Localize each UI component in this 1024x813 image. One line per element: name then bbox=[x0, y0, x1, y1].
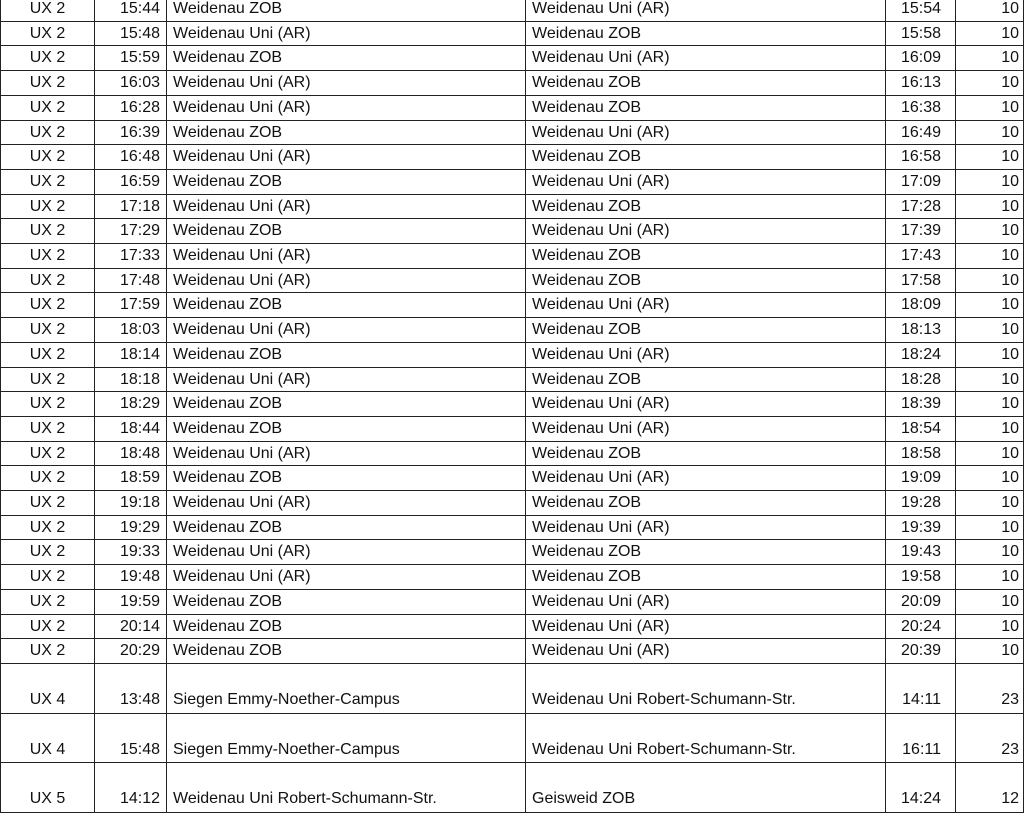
duration-minutes-cell: 10 bbox=[956, 342, 1024, 367]
line-cell: UX 2 bbox=[1, 21, 95, 46]
line-cell: UX 5 bbox=[1, 763, 95, 813]
line-cell: UX 2 bbox=[1, 565, 95, 590]
origin-stop-cell: Weidenau ZOB bbox=[167, 46, 526, 71]
line-cell: UX 2 bbox=[1, 120, 95, 145]
line-cell: UX 2 bbox=[1, 268, 95, 293]
duration-minutes-cell: 10 bbox=[956, 0, 1024, 21]
destination-stop-cell: Weidenau Uni (AR) bbox=[526, 0, 886, 21]
duration-minutes-cell: 10 bbox=[956, 120, 1024, 145]
departure-time-cell: 13:48 bbox=[95, 663, 167, 713]
departure-time-cell: 16:48 bbox=[95, 145, 167, 170]
origin-stop-cell: Weidenau Uni (AR) bbox=[167, 244, 526, 269]
destination-stop-cell: Weidenau Uni (AR) bbox=[526, 589, 886, 614]
destination-stop-cell: Weidenau ZOB bbox=[526, 194, 886, 219]
arrival-time-cell: 14:11 bbox=[886, 663, 956, 713]
destination-stop-cell: Weidenau Uni (AR) bbox=[526, 614, 886, 639]
departure-time-cell: 15:59 bbox=[95, 46, 167, 71]
line-cell: UX 2 bbox=[1, 589, 95, 614]
line-cell: UX 2 bbox=[1, 71, 95, 96]
table-row bbox=[1, 663, 1024, 713]
table-row bbox=[1, 318, 1024, 343]
departure-time-cell: 20:29 bbox=[95, 639, 167, 664]
arrival-time-cell: 17:28 bbox=[886, 194, 956, 219]
arrival-time-cell: 20:24 bbox=[886, 614, 956, 639]
departure-time-cell: 15:48 bbox=[95, 21, 167, 46]
table-row bbox=[1, 515, 1024, 540]
destination-stop-cell: Weidenau Uni (AR) bbox=[526, 416, 886, 441]
table-row bbox=[1, 46, 1024, 71]
arrival-time-cell: 17:09 bbox=[886, 169, 956, 194]
duration-minutes-cell: 10 bbox=[956, 71, 1024, 96]
arrival-time-cell: 16:11 bbox=[886, 713, 956, 763]
table-row bbox=[1, 145, 1024, 170]
origin-stop-cell: Weidenau Uni (AR) bbox=[167, 367, 526, 392]
destination-stop-cell: Weidenau Uni (AR) bbox=[526, 219, 886, 244]
table-row bbox=[1, 120, 1024, 145]
arrival-time-cell: 19:39 bbox=[886, 515, 956, 540]
destination-stop-cell: Geisweid ZOB bbox=[526, 763, 886, 813]
departure-time-cell: 17:18 bbox=[95, 194, 167, 219]
origin-stop-cell: Weidenau ZOB bbox=[167, 120, 526, 145]
table-row bbox=[1, 194, 1024, 219]
line-cell: UX 2 bbox=[1, 244, 95, 269]
destination-stop-cell: Weidenau ZOB bbox=[526, 540, 886, 565]
duration-minutes-cell: 10 bbox=[956, 614, 1024, 639]
destination-stop-cell: Weidenau Uni (AR) bbox=[526, 639, 886, 664]
arrival-time-cell: 19:28 bbox=[886, 491, 956, 516]
departure-time-cell: 15:48 bbox=[95, 713, 167, 763]
arrival-time-cell: 20:39 bbox=[886, 639, 956, 664]
duration-minutes-cell: 10 bbox=[956, 491, 1024, 516]
duration-minutes-cell: 10 bbox=[956, 318, 1024, 343]
destination-stop-cell: Weidenau Uni Robert-Schumann-Str. bbox=[526, 663, 886, 713]
table-row bbox=[1, 0, 1024, 21]
table-row bbox=[1, 95, 1024, 120]
arrival-time-cell: 16:13 bbox=[886, 71, 956, 96]
table-row bbox=[1, 713, 1024, 763]
departure-time-cell: 16:39 bbox=[95, 120, 167, 145]
table-row bbox=[1, 441, 1024, 466]
arrival-time-cell: 18:28 bbox=[886, 367, 956, 392]
duration-minutes-cell: 10 bbox=[956, 219, 1024, 244]
arrival-time-cell: 19:09 bbox=[886, 466, 956, 491]
table-row bbox=[1, 392, 1024, 417]
destination-stop-cell: Weidenau ZOB bbox=[526, 565, 886, 590]
duration-minutes-cell: 10 bbox=[956, 416, 1024, 441]
origin-stop-cell: Weidenau ZOB bbox=[167, 589, 526, 614]
line-cell: UX 2 bbox=[1, 46, 95, 71]
line-cell: UX 2 bbox=[1, 441, 95, 466]
destination-stop-cell: Weidenau Uni (AR) bbox=[526, 169, 886, 194]
origin-stop-cell: Weidenau ZOB bbox=[167, 515, 526, 540]
destination-stop-cell: Weidenau ZOB bbox=[526, 71, 886, 96]
duration-minutes-cell: 10 bbox=[956, 540, 1024, 565]
table-row bbox=[1, 71, 1024, 96]
duration-minutes-cell: 10 bbox=[956, 169, 1024, 194]
destination-stop-cell: Weidenau ZOB bbox=[526, 367, 886, 392]
origin-stop-cell: Weidenau Uni (AR) bbox=[167, 194, 526, 219]
origin-stop-cell: Siegen Emmy-Noether-Campus bbox=[167, 663, 526, 713]
arrival-time-cell: 15:54 bbox=[886, 0, 956, 21]
departure-time-cell: 17:48 bbox=[95, 268, 167, 293]
table-row bbox=[1, 639, 1024, 664]
duration-minutes-cell: 10 bbox=[956, 46, 1024, 71]
table-row bbox=[1, 565, 1024, 590]
destination-stop-cell: Weidenau Uni Robert-Schumann-Str. bbox=[526, 713, 886, 763]
departure-time-cell: 19:29 bbox=[95, 515, 167, 540]
line-cell: UX 4 bbox=[1, 713, 95, 763]
duration-minutes-cell: 10 bbox=[956, 466, 1024, 491]
duration-minutes-cell: 10 bbox=[956, 145, 1024, 170]
arrival-time-cell: 17:58 bbox=[886, 268, 956, 293]
departure-time-cell: 16:03 bbox=[95, 71, 167, 96]
departure-time-cell: 15:44 bbox=[95, 0, 167, 21]
line-cell: UX 2 bbox=[1, 392, 95, 417]
table-row bbox=[1, 342, 1024, 367]
destination-stop-cell: Weidenau ZOB bbox=[526, 491, 886, 516]
destination-stop-cell: Weidenau ZOB bbox=[526, 441, 886, 466]
duration-minutes-cell: 10 bbox=[956, 639, 1024, 664]
origin-stop-cell: Weidenau Uni (AR) bbox=[167, 565, 526, 590]
duration-minutes-cell: 10 bbox=[956, 392, 1024, 417]
destination-stop-cell: Weidenau Uni (AR) bbox=[526, 466, 886, 491]
line-cell: UX 2 bbox=[1, 219, 95, 244]
table-row bbox=[1, 244, 1024, 269]
departure-time-cell: 18:18 bbox=[95, 367, 167, 392]
origin-stop-cell: Weidenau Uni (AR) bbox=[167, 318, 526, 343]
destination-stop-cell: Weidenau Uni (AR) bbox=[526, 342, 886, 367]
timetable-body bbox=[1, 0, 1024, 812]
duration-minutes-cell: 10 bbox=[956, 293, 1024, 318]
table-row bbox=[1, 367, 1024, 392]
duration-minutes-cell: 23 bbox=[956, 713, 1024, 763]
table-row bbox=[1, 416, 1024, 441]
departure-time-cell: 18:03 bbox=[95, 318, 167, 343]
departure-time-cell: 17:59 bbox=[95, 293, 167, 318]
line-cell: UX 2 bbox=[1, 95, 95, 120]
departure-time-cell: 18:29 bbox=[95, 392, 167, 417]
table-row bbox=[1, 589, 1024, 614]
line-cell: UX 2 bbox=[1, 540, 95, 565]
arrival-time-cell: 18:39 bbox=[886, 392, 956, 417]
table-row bbox=[1, 491, 1024, 516]
duration-minutes-cell: 10 bbox=[956, 21, 1024, 46]
arrival-time-cell: 20:09 bbox=[886, 589, 956, 614]
line-cell: UX 2 bbox=[1, 0, 95, 21]
origin-stop-cell: Siegen Emmy-Noether-Campus bbox=[167, 713, 526, 763]
origin-stop-cell: Weidenau ZOB bbox=[167, 392, 526, 417]
departure-time-cell: 18:59 bbox=[95, 466, 167, 491]
duration-minutes-cell: 10 bbox=[956, 268, 1024, 293]
origin-stop-cell: Weidenau Uni Robert-Schumann-Str. bbox=[167, 763, 526, 813]
origin-stop-cell: Weidenau ZOB bbox=[167, 342, 526, 367]
origin-stop-cell: Weidenau ZOB bbox=[167, 416, 526, 441]
duration-minutes-cell: 10 bbox=[956, 244, 1024, 269]
origin-stop-cell: Weidenau Uni (AR) bbox=[167, 268, 526, 293]
origin-stop-cell: Weidenau Uni (AR) bbox=[167, 491, 526, 516]
destination-stop-cell: Weidenau Uni (AR) bbox=[526, 120, 886, 145]
table-row bbox=[1, 169, 1024, 194]
departure-time-cell: 16:28 bbox=[95, 95, 167, 120]
table-row bbox=[1, 763, 1024, 813]
origin-stop-cell: Weidenau ZOB bbox=[167, 293, 526, 318]
line-cell: UX 2 bbox=[1, 515, 95, 540]
departure-time-cell: 19:59 bbox=[95, 589, 167, 614]
origin-stop-cell: Weidenau ZOB bbox=[167, 169, 526, 194]
destination-stop-cell: Weidenau ZOB bbox=[526, 145, 886, 170]
departure-time-cell: 19:33 bbox=[95, 540, 167, 565]
duration-minutes-cell: 23 bbox=[956, 663, 1024, 713]
destination-stop-cell: Weidenau Uni (AR) bbox=[526, 46, 886, 71]
line-cell: UX 2 bbox=[1, 342, 95, 367]
arrival-time-cell: 17:43 bbox=[886, 244, 956, 269]
duration-minutes-cell: 10 bbox=[956, 367, 1024, 392]
arrival-time-cell: 16:38 bbox=[886, 95, 956, 120]
arrival-time-cell: 18:09 bbox=[886, 293, 956, 318]
departure-time-cell: 17:29 bbox=[95, 219, 167, 244]
line-cell: UX 2 bbox=[1, 169, 95, 194]
arrival-time-cell: 18:54 bbox=[886, 416, 956, 441]
table-row bbox=[1, 219, 1024, 244]
line-cell: UX 2 bbox=[1, 145, 95, 170]
line-cell: UX 2 bbox=[1, 466, 95, 491]
arrival-time-cell: 18:13 bbox=[886, 318, 956, 343]
origin-stop-cell: Weidenau ZOB bbox=[167, 614, 526, 639]
table-row bbox=[1, 614, 1024, 639]
origin-stop-cell: Weidenau Uni (AR) bbox=[167, 145, 526, 170]
origin-stop-cell: Weidenau ZOB bbox=[167, 639, 526, 664]
arrival-time-cell: 14:24 bbox=[886, 763, 956, 813]
arrival-time-cell: 19:58 bbox=[886, 565, 956, 590]
destination-stop-cell: Weidenau Uni (AR) bbox=[526, 293, 886, 318]
destination-stop-cell: Weidenau ZOB bbox=[526, 268, 886, 293]
departure-time-cell: 18:14 bbox=[95, 342, 167, 367]
departure-time-cell: 14:12 bbox=[95, 763, 167, 813]
arrival-time-cell: 16:09 bbox=[886, 46, 956, 71]
arrival-time-cell: 18:24 bbox=[886, 342, 956, 367]
origin-stop-cell: Weidenau Uni (AR) bbox=[167, 540, 526, 565]
table-row bbox=[1, 293, 1024, 318]
line-cell: UX 2 bbox=[1, 293, 95, 318]
destination-stop-cell: Weidenau ZOB bbox=[526, 21, 886, 46]
origin-stop-cell: Weidenau Uni (AR) bbox=[167, 95, 526, 120]
origin-stop-cell: Weidenau ZOB bbox=[167, 0, 526, 21]
duration-minutes-cell: 10 bbox=[956, 441, 1024, 466]
departure-time-cell: 19:48 bbox=[95, 565, 167, 590]
destination-stop-cell: Weidenau ZOB bbox=[526, 244, 886, 269]
destination-stop-cell: Weidenau ZOB bbox=[526, 318, 886, 343]
line-cell: UX 4 bbox=[1, 663, 95, 713]
arrival-time-cell: 19:43 bbox=[886, 540, 956, 565]
line-cell: UX 2 bbox=[1, 639, 95, 664]
destination-stop-cell: Weidenau Uni (AR) bbox=[526, 515, 886, 540]
duration-minutes-cell: 12 bbox=[956, 763, 1024, 813]
departure-time-cell: 16:59 bbox=[95, 169, 167, 194]
origin-stop-cell: Weidenau ZOB bbox=[167, 219, 526, 244]
duration-minutes-cell: 10 bbox=[956, 515, 1024, 540]
line-cell: UX 2 bbox=[1, 491, 95, 516]
departure-time-cell: 19:18 bbox=[95, 491, 167, 516]
arrival-time-cell: 16:49 bbox=[886, 120, 956, 145]
line-cell: UX 2 bbox=[1, 614, 95, 639]
destination-stop-cell: Weidenau ZOB bbox=[526, 95, 886, 120]
origin-stop-cell: Weidenau ZOB bbox=[167, 466, 526, 491]
departure-time-cell: 20:14 bbox=[95, 614, 167, 639]
table-row bbox=[1, 21, 1024, 46]
table-row bbox=[1, 540, 1024, 565]
duration-minutes-cell: 10 bbox=[956, 194, 1024, 219]
duration-minutes-cell: 10 bbox=[956, 95, 1024, 120]
duration-minutes-cell: 10 bbox=[956, 565, 1024, 590]
departure-time-cell: 18:44 bbox=[95, 416, 167, 441]
table-row bbox=[1, 268, 1024, 293]
departure-time-cell: 18:48 bbox=[95, 441, 167, 466]
table-row bbox=[1, 466, 1024, 491]
origin-stop-cell: Weidenau Uni (AR) bbox=[167, 21, 526, 46]
duration-minutes-cell: 10 bbox=[956, 589, 1024, 614]
origin-stop-cell: Weidenau Uni (AR) bbox=[167, 71, 526, 96]
arrival-time-cell: 18:58 bbox=[886, 441, 956, 466]
line-cell: UX 2 bbox=[1, 367, 95, 392]
line-cell: UX 2 bbox=[1, 318, 95, 343]
destination-stop-cell: Weidenau Uni (AR) bbox=[526, 392, 886, 417]
departure-time-cell: 17:33 bbox=[95, 244, 167, 269]
arrival-time-cell: 17:39 bbox=[886, 219, 956, 244]
arrival-time-cell: 15:58 bbox=[886, 21, 956, 46]
arrival-time-cell: 16:58 bbox=[886, 145, 956, 170]
line-cell: UX 2 bbox=[1, 194, 95, 219]
origin-stop-cell: Weidenau Uni (AR) bbox=[167, 441, 526, 466]
line-cell: UX 2 bbox=[1, 416, 95, 441]
